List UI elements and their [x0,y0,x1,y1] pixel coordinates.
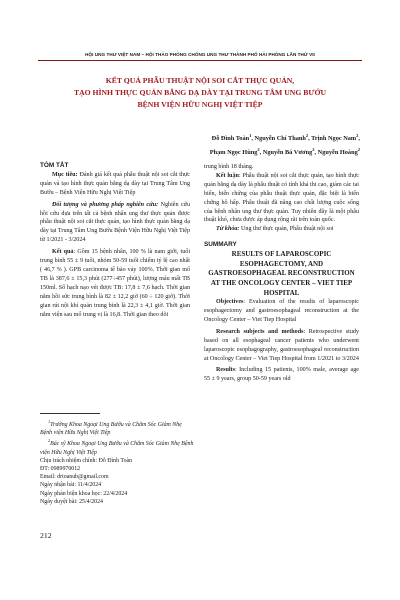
results-continuation: trung bình 18 tháng. [204,164,254,170]
results-paragraph [40,248,190,319]
footnote-text: Trường Khoa Ngoại Ung Bướu và Chăm Sóc Giảm Nhẹ Bệnh viện Hữu Nghị Việt Tiệp [40,421,182,437]
summary-heading-vi: TÓM TẮT [40,162,69,169]
author-separator: , [259,149,263,157]
author-line-1 [210,130,360,144]
right-column [204,163,359,384]
email-address: Email: drtoanub@gmail.com [40,474,109,481]
left-column [40,162,190,319]
summary-heading-en: SUMMARY [204,241,237,249]
objectives-text: : Evaluation of the results of laparoscopic esophagectomy and gastroesophageal reconstruction at the Oncology Center – Viet Tiep Hospital [204,299,359,323]
title-line-1: KẾT QUẢ PHẪU THUẬT NỘI SOI CẮT THỰC QUẢN, [105,76,295,85]
reviewed-date: Ngày phản biện khoa học: 22/4/2024 [40,490,128,497]
methods-paragraph [40,201,190,246]
footnotes [40,418,195,506]
accepted-date: Ngày duyệt bài: 25/4/2024 [40,498,103,505]
author-name: Nguyễn Hoàng [317,149,358,157]
author-line-2 [210,144,360,158]
title-line-3: BỆNH VIỆN HỮU NGHỊ VIỆT TIỆP [137,100,263,109]
affiliation-mark: 1 [249,133,252,138]
author-name: Trịnh Ngọc Nam [311,135,357,143]
objectives-label: Objectives [216,299,244,306]
keywords-paragraph [204,225,359,234]
title-line-2: TẠO HÌNH THỰC QUẢN BẰNG DẠ DÀY TẠI TRUNG TÂM UNG BƯỚU [73,88,327,97]
affiliation-mark: 2 [356,133,359,138]
results-text: : Gồm 15 bệnh nhân, 100 % là nam giới, tuổi trung bình 55 ± 9 tuổi, nhóm 50-59 tuổi chiếm tỷ lệ cao nhất ( 46,7 % ). GPB carcinoma tế bào vảy 100%. Thời gian mổ TB là 387,6 ± 15,3 phút (277÷457 phút), lượng máu mất TB 150ml. Số hạch nạo vét được TB: 17,8 ± 7,6 hạch. Thời gian nằm hồi sức trung bình là 82 ± 12,2 giờ (60 ÷ 120 giờ). Thời gian rút nội khí quản trung bình là 22,3 ± 4,1 giờ. Thời gian nằm viện sau mổ trung vị là 16,8. Thời gian theo dõi [40,249,191,318]
en-results-label: Results [216,367,235,374]
objective-label: Mục tiêu: [52,171,78,178]
affiliation-mark: 2 [305,133,309,138]
author-separator: , [358,135,360,143]
subjects-text: : Retrospective study based on all esophageal cancer patients who underwent laparoscopic esophagography, gastroesophageal reconstruction at Oncology Center – Viet Tiep Hospital from 1/2021 to 3/2024 [204,328,359,362]
affiliation-mark: 2 [357,147,360,153]
footnote-mark: 1 [48,419,51,424]
conclusion-label: Kết luận [216,172,239,179]
header-divider [38,60,362,61]
results-label: Kết quả [52,249,74,256]
affiliation-mark: 2 [257,147,260,153]
author-name: Đỗ Đình Toàn [211,135,250,143]
keywords-text: Ung thư thực quản, Phẫu thuật nội soi [239,226,334,233]
footnote-divider [40,413,100,414]
author-name: Phạm Ngọc Hùng [209,149,258,157]
footnote-mark: 2 [48,438,51,444]
responsible-author: Chịu trách nhiệm chính: Đỗ Đình Toàn [40,457,133,464]
subjects-label: Research subjects and methods [216,328,304,335]
author-separator: , [314,149,318,157]
footnote-affiliation-1 [40,418,195,437]
running-header: HỘI UNG THƯ VIỆT NAM – HỘI THẢO PHÒNG CHỐNG UNG THƯ THÀNH PHỐ HẢI PHÒNG LẦN THỨ VII [85,52,315,57]
article-title [38,75,362,111]
author-list [210,130,360,158]
methods-label: Đối tượng và phương pháp nghiên cứu: [52,201,159,208]
author-name: Nguyễn Chí Thanh [254,135,306,143]
footnote-affiliation-2 [40,437,195,456]
conclusion-paragraph [204,172,359,225]
author-name: Nguyễn Bá Vương [262,149,313,157]
objective-text: Đánh giá kết quả phẫu thuật nội soi cắt thực quản và tạo hình thực quản bằng dạ dày tại Trung Tâm Ung Bướu – Bệnh Viện Hữu Nghị Việt Tiệp [40,171,190,196]
author-separator: , [308,135,312,143]
en-results-paragraph [204,366,359,384]
methods-text: Nghiên cứu hồi cứu dựa trên tất cả bệnh nhân ung thư thực quản được phẫu thuật nội soi cắt thực quản, tạo hình thực quản bằng dạ dày tại Trung Tâm Ung Bướu Bệnh Viện Hữu Nghị Việt Tiệp từ 1/2021 - 3/2024 [40,201,191,244]
objective-paragraph [40,171,190,198]
subjects-paragraph [204,328,359,364]
affiliation-mark: 2 [312,147,315,153]
phone-number: ĐT: 0989970012 [40,465,81,472]
keywords-label: Từ khóa: [216,226,240,233]
page-number: 212 [40,531,52,540]
footnote-text: Bác sỹ Khoa Ngoại Ung Bướu và Chăm Sóc Giảm Nhẹ Bệnh viện Hữu Nghị Việt Tiệp [40,441,194,456]
objectives-paragraph [204,298,359,325]
received-date: Ngày nhận bài: 11/4/2024 [40,482,102,489]
conclusion-text: : Phẫu thuật nội soi cắt thực quản, tạo hình thực quản bằng dạ dày là phẫu thuật có tính khả thi cao, giảm các tai biến, biến chứng của phẫu thuật thực quản, đặc biệt là biến chứng hô hấp. Phẫu thuật đã nâng cao chất lượng cuộc sống của bệnh nhân ung thư thực quản. Tuy nhiên đây là một phẫu thuật khó, chưa được áp dụng rộng rãi trên toàn quốc. [204,172,359,224]
en-results-text: : Including 15 patients, 100% male, average age 55 ± 9 years, group 50-59 years old [204,367,359,383]
author-separator: , [251,135,255,143]
english-title: RESULTS OF LAPAROSCOPIC ESOPHAGECTOMY, AND GASTROESOPHAGEAL RECONSTRUCTION AT THE ONCOLOGY CENTER – VIET TIEP HOSPITAL [208,250,355,297]
